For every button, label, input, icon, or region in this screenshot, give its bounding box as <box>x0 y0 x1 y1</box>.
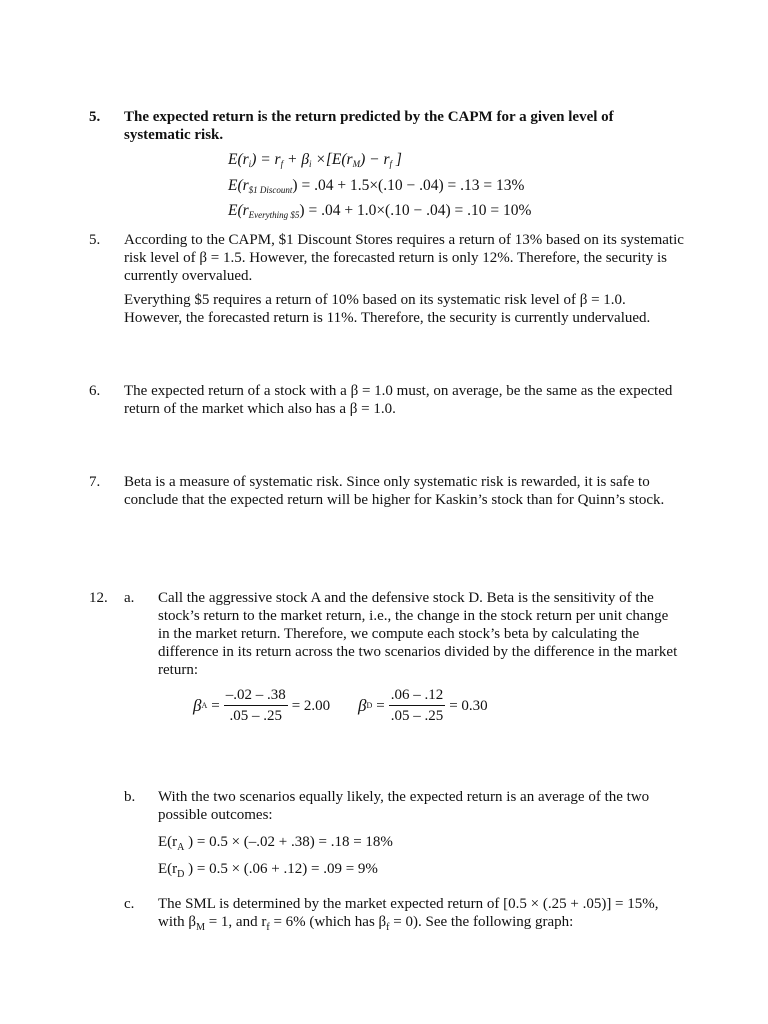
part-letter: c. <box>124 896 135 912</box>
question-number-12: 12. <box>89 590 108 606</box>
paragraph-everything-5: Everything $5 requires a return of 10% based on its systematic risk level of β = 1.0. However, the forecasted return is 11%. Therefore, the security is currently undervalued. <box>124 292 651 326</box>
part-a-text: Call the aggressive stock A and the defensive stock D. Beta is the sensitivity of the stock’s return to the market return, i.e., the change in the stock return per unit change in the market return. Therefore, we compute each stock’s beta by calculating the difference in its return across the two scenarios divided by the difference in the market return: <box>158 590 678 678</box>
part-c-line-2: with $\beta_M = 1$, and $r_f = 6\%$ (which has $\beta_f = 0$). See the following graph: <box>158 914 574 933</box>
part-letter: b. <box>124 789 136 805</box>
paragraph-discount-stores: According to the CAPM, $1 Discount Stores requires a return of 13% based on its systematic risk level of β = 1.5. However, the forecasted return is only 12%. Therefore, the security is currently overvalued. <box>124 232 684 284</box>
question-text: Beta is a measure of systematic risk. Since only systematic risk is rewarded, it is safe to conclude that the expected return will be higher for Kaskin’s stock than for Quinn’s stock. <box>124 474 665 508</box>
part-b-text: With the two scenarios equally likely, the expected return is an average of the two possible outcomes: <box>158 789 650 823</box>
expected-return-a: $E(r_A$ ) = 0.5 × (–.02 + .38) = .18 = 18% <box>158 834 393 853</box>
beta-a-equation: β A = $\frac{-.02 - .38}{.05 - .25}$ = 2.00 <box>193 687 331 724</box>
question-number: 7. <box>89 474 101 490</box>
discount-store-equation: $E(r_{\$1 Discount}) = .04 + 1.5\times(.10 - .04) = .13 = 13\%$ <box>228 177 525 195</box>
question-number: 5. <box>89 232 101 248</box>
beta-d-equation: β D = $\frac{.06 - .12}{.05 - .25}$ = 0.30 <box>358 687 488 724</box>
part-c-line-1: The SML is determined by the market expected return of [0.5 × (.25 + .05)] = 15%, <box>158 896 659 912</box>
everything-5-equation: $E(r_{Everything \$5}) = .04 + 1.0\times(.10 - .04) = .10 = 10\%$ <box>228 202 532 220</box>
capm-formula: $E(r_i) = r_f + \beta_i \times[E(r_M) - r_f$ ] <box>228 151 402 169</box>
question-number: 6. <box>89 383 101 399</box>
question-number: 5. <box>89 109 101 125</box>
part-letter: a. <box>124 590 135 606</box>
question-text: The expected return is the return predicted by the CAPM for a given level of systematic risk. <box>124 109 614 143</box>
expected-return-d: $E(r_D$ ) = 0.5 × (.06 + .12) = .09 = 9% <box>158 861 378 880</box>
question-text: The expected return of a stock with a β = 1.0 must, on average, be the same as the expected return of the market which also has a β = 1.0. <box>124 383 673 417</box>
